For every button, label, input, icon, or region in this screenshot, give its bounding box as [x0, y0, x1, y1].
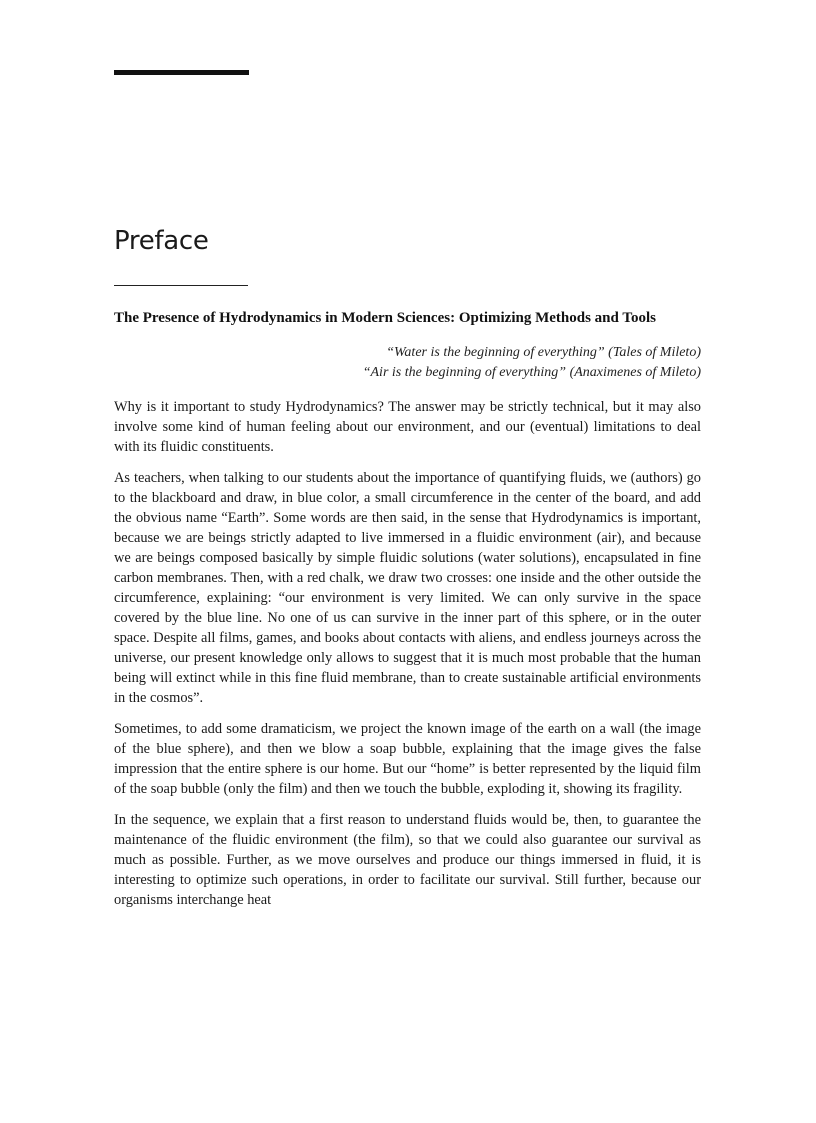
chapter-title: Preface — [114, 226, 209, 256]
body-text — [114, 397, 701, 921]
epigraph-quote: “Water is the beginning of everything” (Tales of Mileto) — [386, 345, 701, 360]
body-paragraph: As teachers, when talking to our students about the importance of quantifying fluids, we (authors) go to the blackboard and draw, in blue color, a small circumference in the center of the board, and add the obvious name “Earth”. Some words are then said, in the sense that Hydrodynamics is important, because we are beings strictly adapted to live immersed in a fluidic environment (air), and because we are beings composed basically by simple fluidic solutions (water solutions), encapsulated in fine carbon membranes. Then, with a red chalk, we draw two crosses: one inside and the other outside the circumference, explaining: “our environment is very limited. We can only survive in the space covered by the blue line. No one of us can survive in the inner part of this sphere, or in the outer space. Despite all films, games, and books about contacts with aliens, and endless journeys across the universe, our present knowledge only allows to suggest that it is much most probable that the human being will extinct while in this fine fluid membrane, than to create sustainable artificial environments in the cosmos”. — [114, 470, 701, 706]
epigraph-quote: “Air is the beginning of everything” (Anaximenes of Mileto) — [362, 365, 701, 380]
epigraphs — [114, 343, 701, 383]
top-decorative-rule — [114, 70, 249, 75]
body-paragraph: In the sequence, we explain that a first reason to understand fluids would be, then, to guarantee the maintenance of the fluidic environment (the film), so that we could also guarantee our survival as much as possible. Further, as we move ourselves and produce our things immersed in fluid, it is interesting to optimize such operations, in order to facilitate our survival. Still further, because our organisms interchange heat — [114, 812, 701, 908]
body-paragraph: Sometimes, to add some dramaticism, we project the known image of the earth on a wall (the image of the blue sphere), and then we blow a soap bubble, explaining that the image gives the false impression that the entire sphere is our home. But our “home” is better represented by the liquid film of the soap bubble (only the film) and then we touch the bubble, exploding it, showing its fragility. — [114, 721, 701, 797]
body-paragraph: Why is it important to study Hydrodynamics? The answer may be strictly technical, but it may also involve some kind of human feeling about our environment, and our (eventual) limitations to deal with its fluidic constituents. — [114, 399, 701, 455]
section-subtitle: The Presence of Hydrodynamics in Modern Sciences: Optimizing Methods and Tools — [114, 310, 656, 326]
title-underline-rule — [114, 285, 248, 286]
